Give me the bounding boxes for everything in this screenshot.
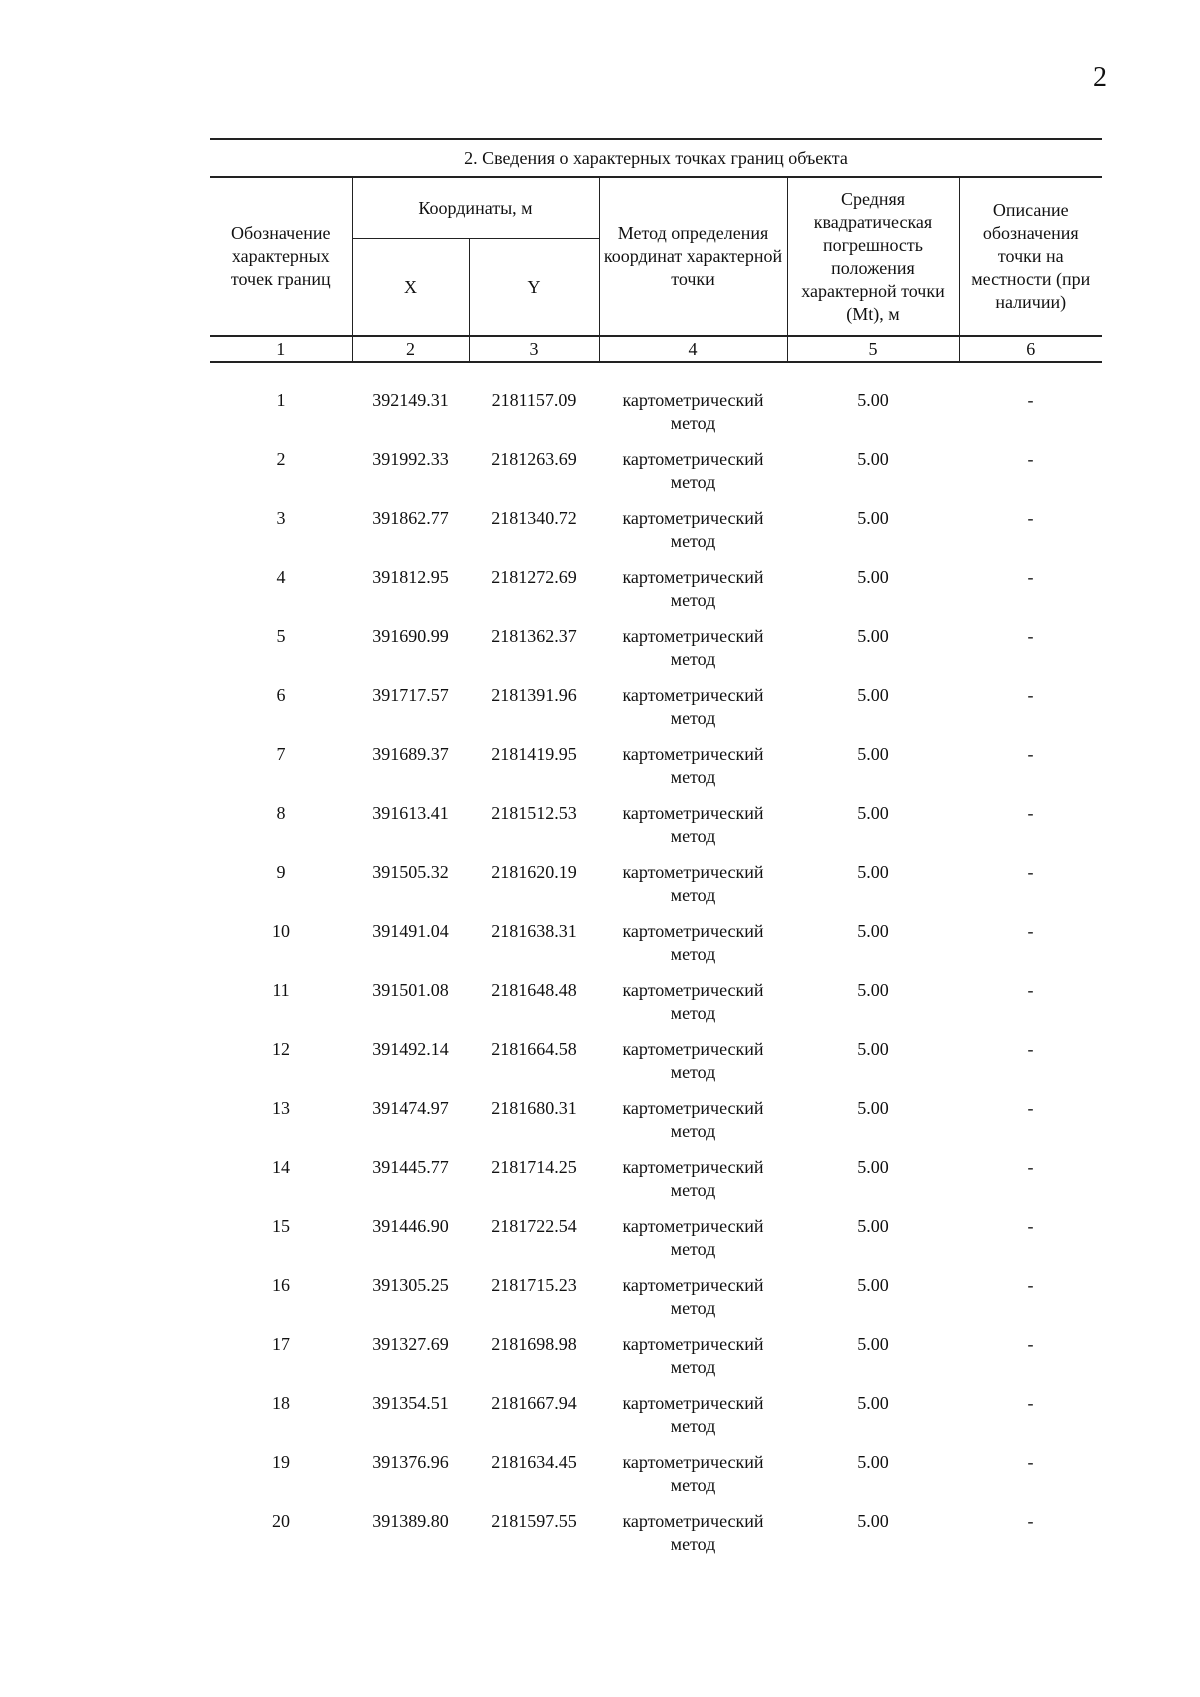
x-coordinate-cell: 391354.51 [372,1393,449,1413]
method-cell: картометрический метод [622,1511,764,1554]
table-row [210,566,1102,625]
point-id-cell: 19 [272,1452,290,1472]
column-number: 1 [210,336,352,362]
description-cell: - [1027,508,1034,528]
y-coordinate-cell: 2181698.98 [491,1334,577,1354]
table-row [210,1451,1102,1510]
point-id-cell: 11 [272,980,290,1000]
point-id-cell: 4 [276,567,286,587]
y-coordinate-cell: 2181634.45 [491,1452,577,1472]
mean-error-cell: 5.00 [857,1157,889,1177]
mean-error-cell: 5.00 [857,449,889,469]
table-row [210,979,1102,1038]
description-cell: - [1027,1275,1034,1295]
table-row [210,1274,1102,1333]
x-coordinate-cell: 391992.33 [372,449,449,469]
y-coordinate-cell: 2181272.69 [491,567,577,587]
mean-error-cell: 5.00 [857,980,889,1000]
description-cell: - [1027,1511,1034,1531]
point-id-cell: 13 [272,1098,290,1118]
column-number: 3 [469,336,599,362]
header-y: Y [469,239,599,337]
table-row [210,448,1102,507]
x-coordinate-cell: 391474.97 [372,1098,449,1118]
description-cell: - [1027,921,1034,941]
x-coordinate-cell: 391812.95 [372,567,449,587]
mean-error-cell: 5.00 [857,508,889,528]
point-id-cell: 10 [272,921,290,941]
mean-error-cell: 5.00 [857,685,889,705]
method-cell: картометрический метод [622,1393,764,1436]
method-cell: картометрический метод [622,567,764,610]
y-coordinate-cell: 2181157.09 [491,390,577,410]
x-coordinate-cell: 392149.31 [372,390,449,410]
mean-error-cell: 5.00 [857,744,889,764]
point-id-cell: 18 [272,1393,290,1413]
description-cell: - [1027,1334,1034,1354]
description-cell: - [1027,685,1034,705]
method-cell: картометрический метод [622,921,764,964]
x-coordinate-cell: 391689.37 [372,744,449,764]
point-id-cell: 6 [276,685,286,705]
point-id-cell: 2 [276,449,286,469]
y-coordinate-cell: 2181340.72 [491,508,577,528]
y-coordinate-cell: 2181362.37 [491,626,577,646]
table-row [210,1215,1102,1274]
point-id-cell: 17 [272,1334,290,1354]
y-coordinate-cell: 2181512.53 [491,803,577,823]
column-number: 2 [352,336,469,362]
y-coordinate-cell: 2181648.48 [491,980,577,1000]
mean-error-cell: 5.00 [857,1452,889,1472]
point-id-cell: 15 [272,1216,290,1236]
y-coordinate-cell: 2181597.55 [491,1511,577,1531]
method-cell: картометрический метод [622,1157,764,1200]
method-cell: картометрический метод [622,1275,764,1318]
y-coordinate-cell: 2181715.23 [491,1275,577,1295]
points-table [210,389,1102,1569]
x-coordinate-cell: 391389.80 [372,1511,449,1531]
method-cell: картометрический метод [622,1216,764,1259]
description-cell: - [1027,803,1034,823]
column-number: 4 [599,336,787,362]
method-cell: картометрический метод [622,803,764,846]
column-number: 6 [959,336,1102,362]
header-method: Метод определения координат характерной точки [599,177,787,336]
description-cell: - [1027,1452,1034,1472]
boundary-points-document [210,138,1102,1569]
method-cell: картометрический метод [622,449,764,492]
table-row [210,743,1102,802]
y-coordinate-cell: 2181419.95 [491,744,577,764]
method-cell: картометрический метод [622,508,764,551]
point-id-cell: 5 [276,626,286,646]
x-coordinate-cell: 391501.08 [372,980,449,1000]
mean-error-cell: 5.00 [857,921,889,941]
mean-error-cell: 5.00 [857,1216,889,1236]
y-coordinate-cell: 2181667.94 [491,1393,577,1413]
description-cell: - [1027,390,1034,410]
description-cell: - [1027,1157,1034,1177]
table-row [210,1038,1102,1097]
x-coordinate-cell: 391717.57 [372,685,449,705]
mean-error-cell: 5.00 [857,1511,889,1531]
method-cell: картометрический метод [622,744,764,787]
table-row [210,1510,1102,1569]
table-row [210,1097,1102,1156]
point-id-cell: 20 [272,1511,290,1531]
description-cell: - [1027,980,1034,1000]
y-coordinate-cell: 2181263.69 [491,449,577,469]
description-cell: - [1027,744,1034,764]
point-id-cell: 14 [272,1157,290,1177]
method-cell: картометрический метод [622,1452,764,1495]
table-row [210,625,1102,684]
x-coordinate-cell: 391376.96 [372,1452,449,1472]
page-number: 2 [1093,62,1107,93]
mean-error-cell: 5.00 [857,1098,889,1118]
y-coordinate-cell: 2181638.31 [491,921,577,941]
x-coordinate-cell: 391613.41 [372,803,449,823]
header-mean-error: Средняя квадратическая погрешность положения характерной точки (Mt), м [787,177,959,336]
column-numbers-row [210,336,1102,362]
method-cell: картометрический метод [622,862,764,905]
table-header [210,138,1102,363]
description-cell: - [1027,862,1034,882]
point-id-cell: 8 [276,803,286,823]
x-coordinate-cell: 391327.69 [372,1334,449,1354]
point-id-cell: 1 [276,390,286,410]
y-coordinate-cell: 2181714.25 [491,1157,577,1177]
mean-error-cell: 5.00 [857,567,889,587]
x-coordinate-cell: 391305.25 [372,1275,449,1295]
mean-error-cell: 5.00 [857,1334,889,1354]
x-coordinate-cell: 391492.14 [372,1039,449,1059]
mean-error-cell: 5.00 [857,1393,889,1413]
mean-error-cell: 5.00 [857,803,889,823]
y-coordinate-cell: 2181680.31 [491,1098,577,1118]
point-id-cell: 3 [276,508,286,528]
table-row [210,1392,1102,1451]
description-cell: - [1027,1216,1034,1236]
table-caption: 2. Сведения о характерных точках границ объекта [210,139,1102,177]
header-description: Описание обозначения точки на местности (при наличии) [959,177,1102,336]
table-row [210,389,1102,448]
mean-error-cell: 5.00 [857,862,889,882]
y-coordinate-cell: 2181391.96 [491,685,577,705]
x-coordinate-cell: 391862.77 [372,508,449,528]
method-cell: картометрический метод [622,685,764,728]
description-cell: - [1027,1393,1034,1413]
description-cell: - [1027,567,1034,587]
x-coordinate-cell: 391690.99 [372,626,449,646]
mean-error-cell: 5.00 [857,390,889,410]
x-coordinate-cell: 391446.90 [372,1216,449,1236]
mean-error-cell: 5.00 [857,626,889,646]
method-cell: картометрический метод [622,980,764,1023]
mean-error-cell: 5.00 [857,1039,889,1059]
point-id-cell: 7 [276,744,286,764]
description-cell: - [1027,1039,1034,1059]
header-x: X [352,239,469,337]
description-cell: - [1027,449,1034,469]
x-coordinate-cell: 391445.77 [372,1157,449,1177]
table-row [210,684,1102,743]
method-cell: картометрический метод [622,390,764,433]
y-coordinate-cell: 2181664.58 [491,1039,577,1059]
y-coordinate-cell: 2181620.19 [491,862,577,882]
method-cell: картометрический метод [622,1334,764,1377]
method-cell: картометрический метод [622,626,764,669]
description-cell: - [1027,626,1034,646]
point-id-cell: 12 [272,1039,290,1059]
y-coordinate-cell: 2181722.54 [491,1216,577,1236]
header-coordinates-group: Координаты, м [352,177,599,239]
column-number: 5 [787,336,959,362]
description-cell: - [1027,1098,1034,1118]
table-row [210,920,1102,979]
point-id-cell: 16 [272,1275,290,1295]
table-row [210,1333,1102,1392]
header-point-designation: Обозначение характерных точек границ [210,177,352,336]
table-row [210,802,1102,861]
x-coordinate-cell: 391491.04 [372,921,449,941]
method-cell: картометрический метод [622,1098,764,1141]
table-row [210,861,1102,920]
mean-error-cell: 5.00 [857,1275,889,1295]
method-cell: картометрический метод [622,1039,764,1082]
point-id-cell: 9 [276,862,286,882]
x-coordinate-cell: 391505.32 [372,862,449,882]
table-row [210,507,1102,566]
table-row [210,1156,1102,1215]
